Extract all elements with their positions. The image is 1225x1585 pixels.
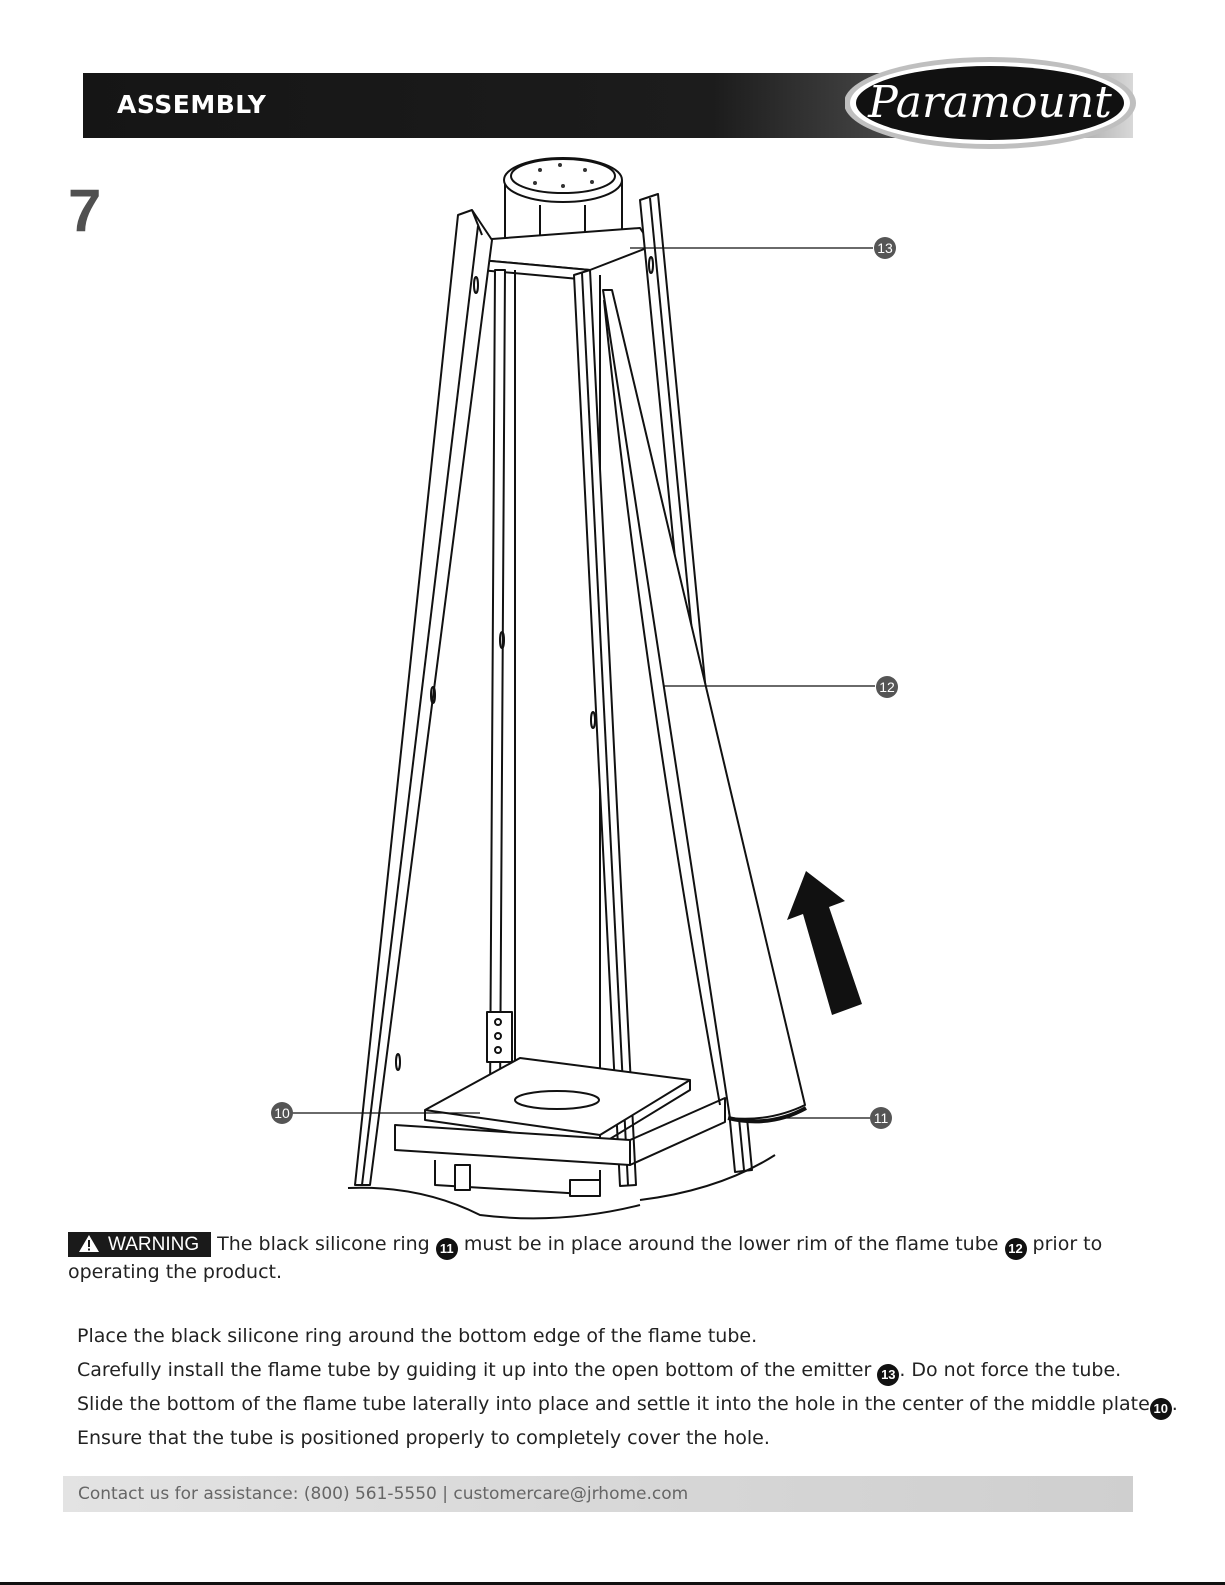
warning-badge (68, 1232, 211, 1257)
contact-text: Contact us for assistance: (800) 561-5550 | customercare@jrhome.com (78, 1484, 689, 1504)
left-leg (355, 210, 492, 1185)
step-number: 7 (68, 177, 102, 244)
warning-label: WARNING (108, 1234, 200, 1255)
svg-text:11: 11 (873, 1110, 889, 1126)
inner-back-leg (490, 270, 505, 1100)
part-ref-12: 12 (1005, 1238, 1027, 1260)
callout-11 (870, 1107, 892, 1129)
svg-text:10: 10 (274, 1105, 290, 1121)
warning-text-3: prior to operating the product. (68, 1233, 1103, 1283)
instruction-line: Ensure that the tube is positioned properly to completely cover the hole. (77, 1427, 770, 1449)
warning-notice (68, 1232, 1158, 1285)
section-title: ASSEMBLY (117, 90, 267, 119)
callout-12 (876, 676, 898, 698)
flame-tube (603, 290, 805, 1119)
brand-name: Paramount (868, 77, 1112, 128)
instruction-line: Carefully install the flame tube by guiding it up into the open bottom of the emitter 13 . Do not force the tube. (77, 1356, 1177, 1390)
burner-valve (455, 1165, 470, 1190)
warning-text-1: The black silicone ring (217, 1233, 430, 1255)
warning-text-2: must be in place around the lower rim of the flame tube (463, 1233, 999, 1255)
instructions (77, 1322, 1177, 1458)
part-ref-11: 11 (436, 1238, 458, 1260)
assembly-diagram (0, 140, 1225, 1230)
instruction-line: Place the black silicone ring around the bottom edge of the flame tube. (77, 1325, 758, 1347)
callout-13 (874, 237, 896, 259)
instruction-line: Slide the bottom of the flame tube laterally into place and settle it into the hole in the center of the middle plate 10 . (77, 1390, 1177, 1424)
insert-direction-arrow-icon (787, 871, 862, 1015)
part-ref-10: 10 (1150, 1398, 1172, 1420)
svg-text:12: 12 (879, 679, 895, 695)
callout-10 (271, 1102, 293, 1124)
svg-text:13: 13 (877, 240, 893, 256)
part-ref-13: 13 (877, 1364, 899, 1386)
contact-footer (63, 1476, 1133, 1512)
warning-triangle-icon (78, 1234, 100, 1253)
